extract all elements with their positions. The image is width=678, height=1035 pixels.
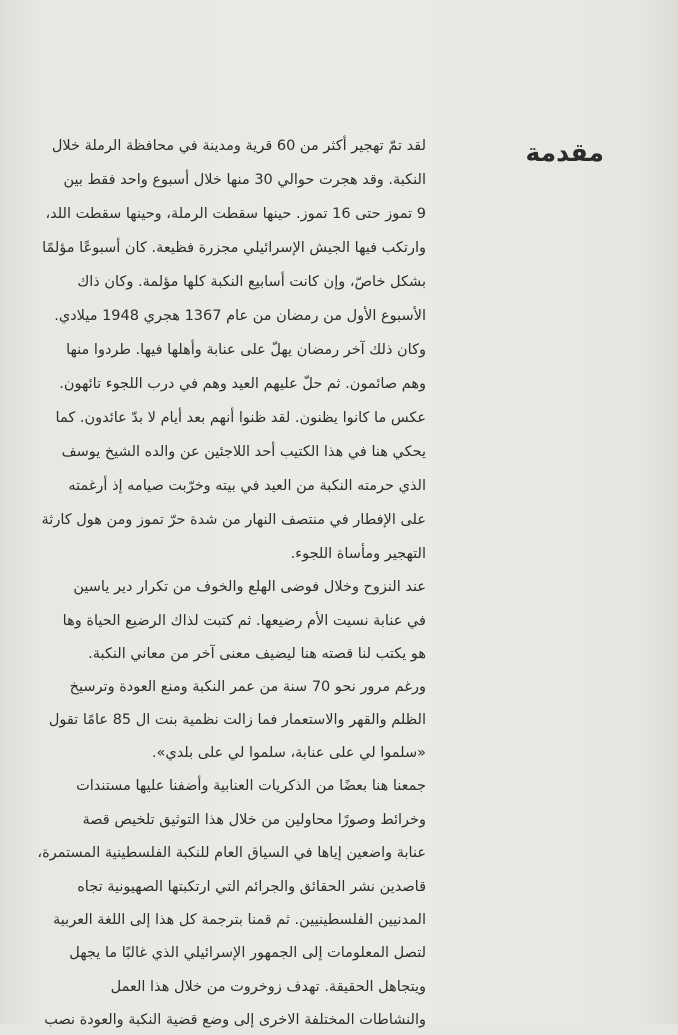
text-line: عند النزوح وخلال فوضى الهلع والخوف من تكرار دير ياسين (73, 579, 426, 595)
text-line: هو يكتب لنا قصته هنا ليضيف معنى آخر من معاني النكبة. (88, 646, 426, 662)
text-line: الأسبوع الأول من رمضان من عام 1367 هجري 1948 ميلادي. (54, 308, 426, 324)
text-line: يحكي هنا في هذا الكتيب أحد اللاجئين عن والده الشيخ يوسف (61, 444, 426, 460)
text-line: ويتجاهل الحقيقة. تهدف زوخروت من خلال هذا العمل (110, 979, 426, 995)
text-line: جمعنا هنا بعضًا من الذكريات العنابية وأضفنا عليها مستندات (76, 778, 426, 794)
text-line: 9 تموز حتى 16 تموز. حينها سقطت الرملة، وحينها سقطت اللد، (45, 206, 426, 222)
text-line: وكان ذلك آخر رمضان يهلّ على عنابة وأهلها فيها. طردوا منها (66, 342, 426, 358)
text-line: عكس ما كانوا يظنون. لقد ظنوا أنهم بعد أيام لا بدّ عائدون. كما (55, 410, 426, 426)
text-line: قاصدين نشر الحقائق والجرائم التي ارتكبتها الصهيونية تجاه (77, 879, 426, 895)
text-line: لتصل المعلومات إلى الجمهور الإسرائيلي الذي غالبًا ما يجهل (69, 945, 426, 961)
text-line: في عنابة نسيت الأم رضيعها. ثم كتبت لذاك الرضيع الحياة وها (62, 613, 426, 629)
text-line: «سلموا لي على عنابة، سلموا لي على بلدي». (151, 745, 426, 761)
text-line: وارتكب فيها الجيش الإسرائيلي مجزرة فظيعة. كان أسبوعًا مؤلمًا (42, 240, 426, 256)
text-line: بشكل خاصّ، وإن كانت أسابيع النكبة كلها مؤلمة. وكان ذاك (77, 274, 426, 290)
text-line: المدنيين الفلسطينيين. ثم قمنا بترجمة كل هذا إلى اللغة العربية (53, 912, 426, 928)
text-line: وخرائط وصورًا محاولين من خلال هذا التوثيق تلخيص قصة (82, 812, 426, 828)
text-line: لقد تمّ تهجير أكثر من 60 قرية ومدينة في محافظة الرملة خلال (51, 138, 426, 154)
text-line: الظلم والقهر والاستعمار فما زالت نظمية بنت ال 85 عامًا تقول (48, 712, 426, 728)
text-line: عنابة واضعين إياها في السياق العام للنكبة الفلسطينية المستمرة، (37, 845, 426, 861)
text-line: التهجير ومأساة اللجوء. (290, 546, 426, 562)
text-line: وهم صائمون. ثم حلّ عليهم العيد وهم في درب اللجوء تائهون. (59, 376, 426, 392)
text-line: ورغم مرور نحو 70 سنة من عمر النكبة ومنع العودة وترسيخ (69, 679, 426, 695)
page-heading: مقدمة (525, 138, 604, 167)
text-line: الذي حرمته النكبة من العيد في بيته وخرّبت صيامه إذ أرغمته (68, 478, 426, 494)
text-line: والنشاطات المختلفة الاخرى إلى وضع قضية النكبة والعودة نصب (44, 1012, 426, 1028)
text-line: على الإفطار في منتصف النهار من شدة حرّ تموز ومن هول كارثة (41, 512, 426, 528)
text-line: النكبة. وقد هجرت حوالي 30 منها خلال أسبوع واحد فقط بين (63, 172, 426, 188)
